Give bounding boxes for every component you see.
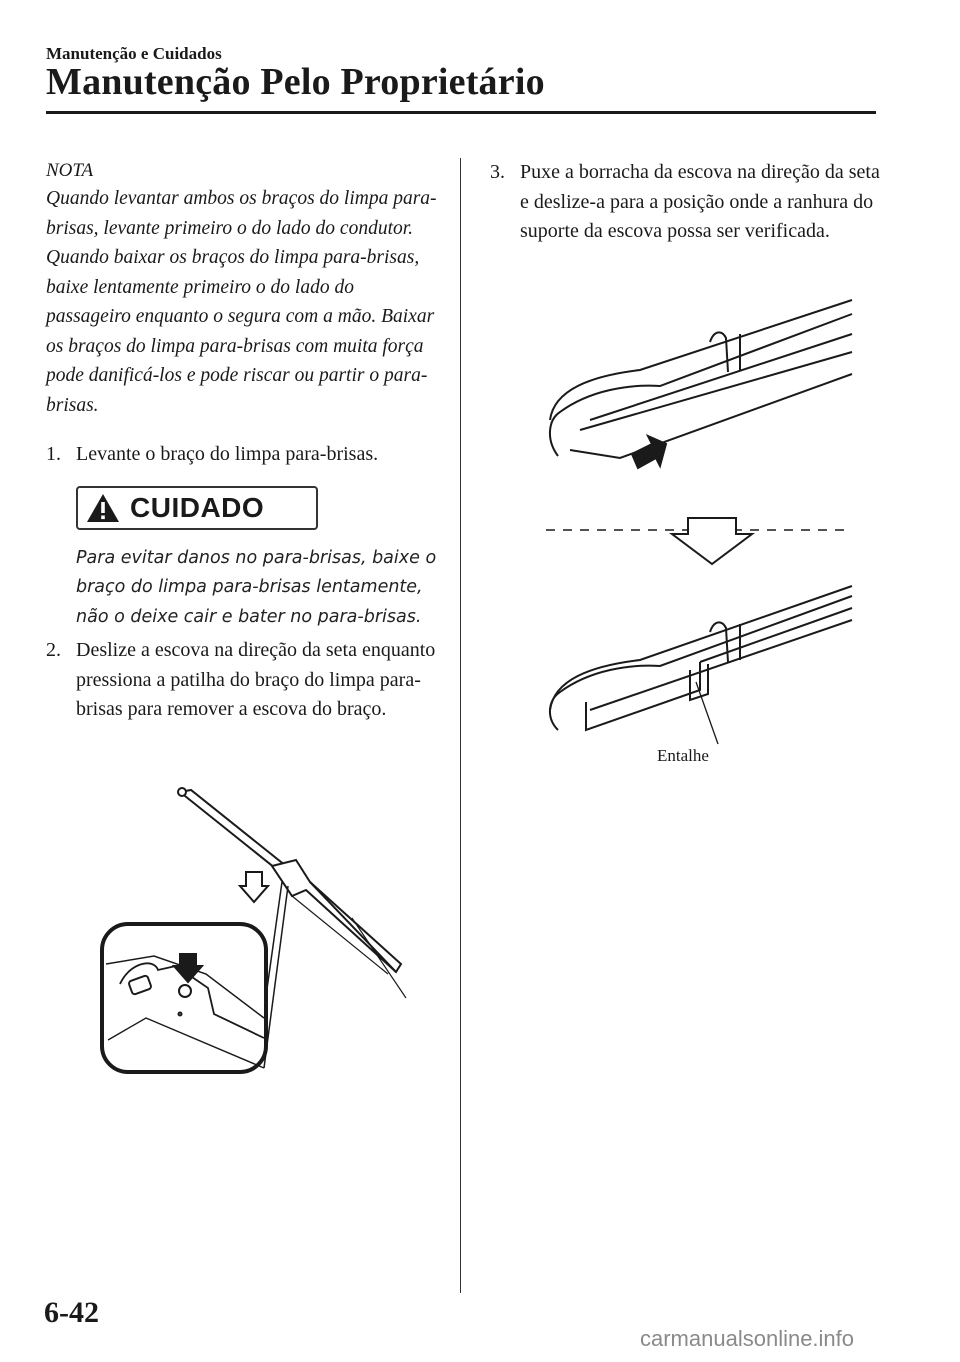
note-text: Quando levantar ambos os braços do limpa para-brisas, levante primeiro o do lado do condutor. Quando baixar os braços do limpa para-brisas, baixe lentamente primeiro o do lado do passageiro enquanto o segura com a mão. Baixar os braços do limpa para-brisas com muita força pode danificá-los e pode riscar ou partir o para-brisas. xyxy=(46,188,437,416)
left-column xyxy=(46,158,441,725)
section-label: Manutenção e Cuidados xyxy=(46,44,222,63)
step-number: 3. xyxy=(490,161,505,183)
step-text: Deslize a escova na direção da seta enquanto pressiona a patilha do braço do limpa para-brisas para remover a escova do braço. xyxy=(76,639,436,720)
title-rule xyxy=(46,111,876,114)
note-label: NOTA xyxy=(46,160,94,181)
watermark: carmanualsonline.info xyxy=(640,1326,855,1351)
right-column xyxy=(490,158,880,247)
step-text: Puxe a borracha da escova na direção da seta e deslize-a para a posição onde a ranhura do suporte da escova possa ser verificada. xyxy=(520,161,880,242)
step-number: 1. xyxy=(46,443,61,465)
step-text: Levante o braço do limpa para-brisas. xyxy=(76,443,379,465)
caution-box xyxy=(76,486,318,530)
warning-triangle-icon xyxy=(86,493,120,523)
step-3 xyxy=(490,158,880,247)
caution-text: Para evitar danos no para-brisas, baixe o braço do limpa para-brisas lentamente, não o deixe cair e bater no para-brisas. xyxy=(76,547,437,627)
step-number: 2. xyxy=(46,639,61,661)
wiper-blade-removal-illustration xyxy=(96,778,416,1078)
column-divider xyxy=(460,158,461,1293)
rubber-notch-illustration xyxy=(540,290,870,780)
caution-label: CUIDADO xyxy=(130,491,265,523)
page-title: Manutenção Pelo Proprietário xyxy=(46,61,545,103)
page-number: 6-42 xyxy=(44,1296,99,1329)
notch-callout-label: Entalhe xyxy=(657,746,709,765)
step-1 xyxy=(46,440,441,470)
step-2 xyxy=(46,636,441,725)
